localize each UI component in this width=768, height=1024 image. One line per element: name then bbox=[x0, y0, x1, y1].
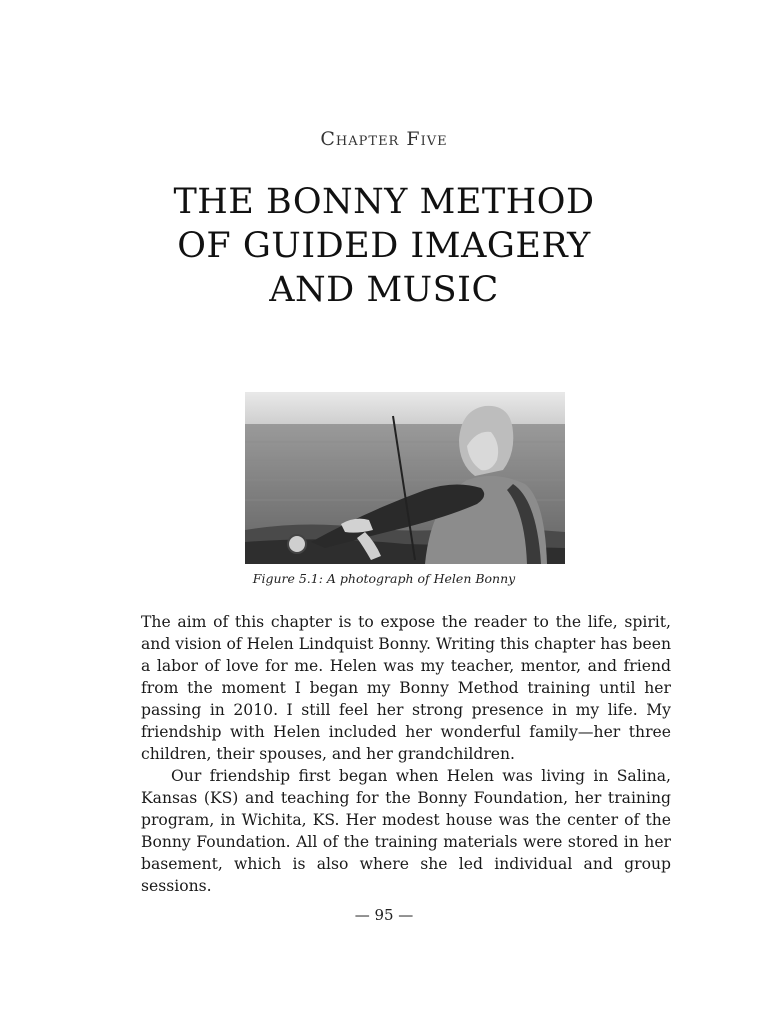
figure-caption: Figure 5.1: A photograph of Helen Bonny bbox=[252, 571, 516, 586]
violinist-photo-illustration bbox=[245, 392, 565, 564]
chapter-title-line: THE BONNY METHOD bbox=[173, 182, 595, 222]
paragraph: The aim of this chapter is to expose the reader to the life, spirit, and vision of Helen Lindquist Bonny. Writing this chapter has been a labor of love for me. Helen was my teacher, mentor, and friend from the moment I began my Bonny Method training until her passing in 2010. I still feel her strong presence in my life. My friendship with Helen included her wonderful family—her three children, their spouses, and her grandchildren. bbox=[141, 613, 671, 763]
body-text bbox=[141, 611, 671, 897]
page-number: — 95 — bbox=[354, 906, 414, 924]
chapter-title-line: AND MUSIC bbox=[269, 270, 499, 310]
paragraph: Our friendship first began when Helen was living in Salina, Kansas (KS) and teaching for the Bonny Foundation, her training program, in Wichita, KS. Her modest house was the center of the Bonny Foundation. All of the training materials were stored in her basement, which is also where she led individual and group sessions. bbox=[141, 767, 671, 895]
chapter-title-line: OF GUIDED IMAGERY bbox=[177, 226, 591, 266]
photograph-helen-bonny bbox=[245, 392, 565, 564]
chapter-title bbox=[100, 180, 668, 312]
chapter-label: Chapter Five bbox=[320, 128, 448, 150]
